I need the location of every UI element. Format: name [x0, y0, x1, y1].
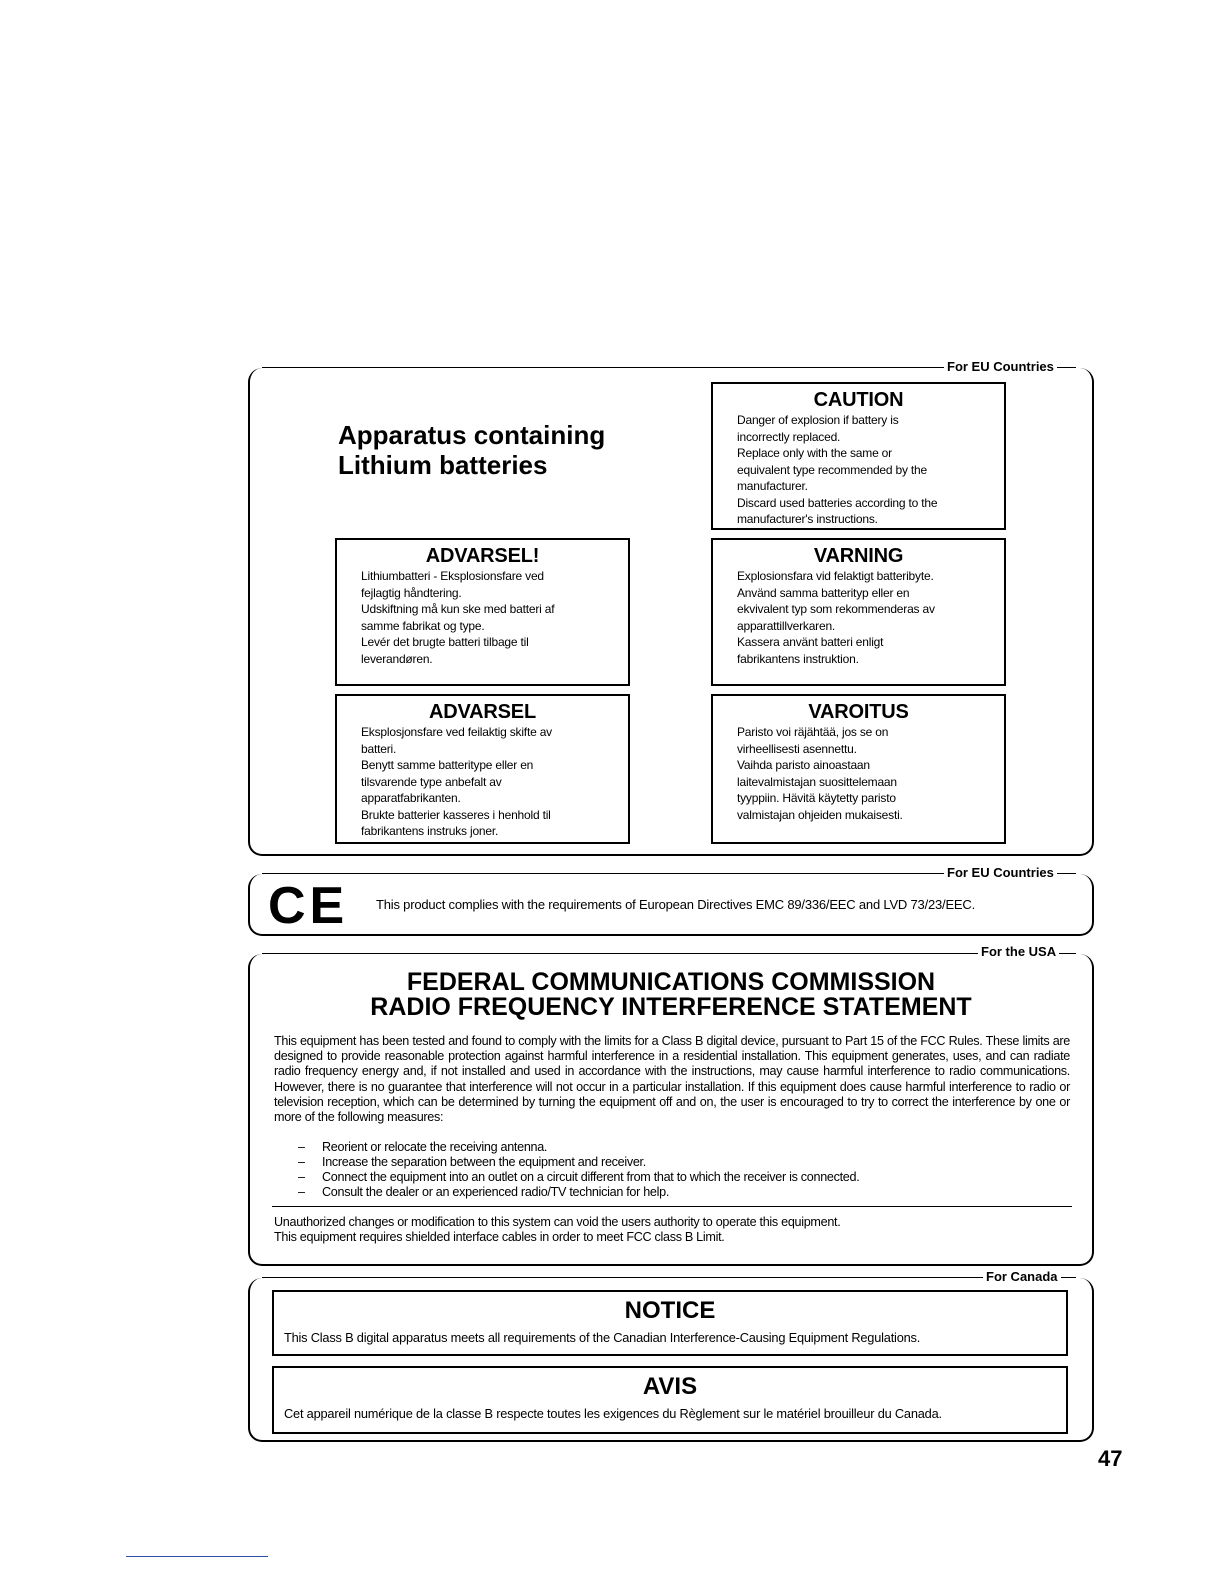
- bullet-dash: –: [298, 1140, 305, 1154]
- caution-line: manufacturer.: [737, 479, 808, 493]
- notice-title: NOTICE: [624, 1297, 716, 1324]
- advarsel-danish-title: ADVARSEL!: [425, 545, 540, 567]
- lithium-heading-line2: Lithium batteries: [338, 450, 548, 480]
- fcc-title-line2: RADIO FREQUENCY INTERFERENCE STATEMENT: [370, 993, 972, 1021]
- fcc-footer-line1: Unauthorized changes or modification to this system can void the users authority to operate this equipment.: [274, 1215, 841, 1229]
- advarsel-norwegian-line: Eksplosjonsfare ved feilaktig skifte av: [361, 725, 552, 739]
- fcc-bullet-text: Consult the dealer or an experienced radio/TV technician for help.: [322, 1185, 670, 1199]
- advarsel-danish-box: [335, 538, 630, 686]
- varoitus-line: tyyppiin. Hävitä käytetty paristo: [737, 791, 896, 805]
- varning-line: Kassera använt batteri enligt: [737, 635, 884, 649]
- canada-section-label: For Canada: [983, 1270, 1061, 1284]
- fcc-bullet-text: Connect the equipment into an outlet on a circuit different from that to which the receiver is connected.: [322, 1170, 860, 1184]
- advarsel-norwegian-line: Brukte batterier kasseres i henhold til: [361, 807, 551, 822]
- ce-text: This product complies with the requirements of European Directives EMC 89/336/EEC and LVD 73/23/EEC.: [376, 897, 976, 912]
- advarsel-norwegian-line: batteri.: [361, 741, 397, 756]
- advarsel-norwegian-line: apparatfabrikanten.: [361, 791, 461, 805]
- varning-title: VARNING: [813, 545, 904, 567]
- fcc-section-topline: [262, 953, 1076, 954]
- advarsel-norwegian-line: fabrikantens instruks joner.: [361, 824, 499, 838]
- varning-line: Explosionsfara vid felaktigt batteribyte.: [737, 569, 934, 583]
- fcc-paragraph: This equipment has been tested and found to comply with the limits for a Class B digital device, pursuant to Part 15 of the FCC Rules. These limits are designed to provide reasonable protection against harmful interference in a residential installation. This equipment generates, uses, and can radiate radio frequency energy and, if not installed and used in accordance with the instructions, may cause harmful interference to radio communications. However, there is no guarantee that interference will not occur in a particular installation. If this equipment does cause harmful interference to radio or television reception, which can be determined by turning the equipment off and on, the user is encouraged to try to correct the interference by one or more of the following measures:: [274, 1034, 1070, 1125]
- lithium-heading-line1: Apparatus containing: [338, 420, 606, 450]
- advarsel-danish-line: Udskiftning må kun ske med batteri af: [361, 602, 555, 616]
- caution-box: [711, 382, 1006, 530]
- caution-title: CAUTION: [813, 389, 904, 411]
- canada-section-topline: [262, 1277, 1076, 1278]
- fcc-bullet: [298, 1170, 859, 1185]
- fcc-footer-line2: This equipment requires shielded interface cables in order to meet FCC class B Limit.: [274, 1230, 725, 1244]
- varoitus-title: VAROITUS: [808, 701, 909, 723]
- fcc-title-line1: FEDERAL COMMUNICATIONS COMMISSION: [406, 968, 936, 996]
- fcc-divider: [272, 1206, 1072, 1207]
- advarsel-norwegian-line: Benytt samme batteritype eller en: [361, 758, 534, 772]
- avis-text: Cet appareil numérique de la classe B respecte toutes les exigences du Règlement sur le matériel brouilleur du Canada.: [284, 1406, 942, 1421]
- caution-line: Danger of explosion if battery is: [737, 413, 899, 427]
- notice-text: This Class B digital apparatus meets all requirements of the Canadian Interference-Causing Equipment Regulations.: [284, 1330, 921, 1345]
- avis-box: [272, 1366, 1068, 1434]
- caution-line: incorrectly replaced.: [737, 429, 841, 444]
- fcc-bullet-text: Reorient or relocate the receiving antenna.: [322, 1140, 548, 1154]
- bullet-dash: –: [298, 1155, 305, 1169]
- ce-section-label: For EU Countries: [944, 866, 1057, 880]
- fcc-bullet: [298, 1140, 547, 1155]
- caution-line: Discard used batteries according to the: [737, 495, 938, 510]
- bullet-dash: –: [298, 1170, 305, 1184]
- eu-section-label: For EU Countries: [944, 360, 1057, 374]
- varoitus-line: Paristo voi räjähtää, jos se on: [737, 725, 889, 739]
- varning-line: fabrikantens instruktion.: [737, 651, 859, 666]
- bullet-dash: –: [298, 1185, 305, 1199]
- fcc-bullet: [298, 1155, 646, 1170]
- caution-line: manufacturer's instructions.: [737, 512, 878, 526]
- varoitus-line: laitevalmistajan suosittelemaan: [737, 774, 897, 789]
- caution-line: equivalent type recommended by the: [737, 462, 927, 477]
- varoitus-line: Vaihda paristo ainoastaan: [737, 758, 870, 772]
- ce-mark: CE: [268, 877, 349, 935]
- varoitus-box: [711, 694, 1006, 844]
- fcc-bullet: [298, 1185, 669, 1200]
- varoitus-line: virheellisesti asennettu.: [737, 741, 857, 756]
- avis-title: AVIS: [642, 1373, 698, 1400]
- varning-line: apparattillverkaren.: [737, 618, 836, 633]
- advarsel-danish-line: Lithiumbatteri - Eksplosionsfare ved: [361, 569, 544, 583]
- fcc-bullet-text: Increase the separation between the equipment and receiver.: [322, 1155, 646, 1169]
- advarsel-danish-line: Levér det brugte batteri tilbage til: [361, 635, 529, 649]
- advarsel-norwegian-box: [335, 694, 630, 844]
- fcc-section-label: For the USA: [978, 945, 1059, 959]
- advarsel-danish-line: leverandøren.: [361, 651, 433, 666]
- advarsel-norwegian-title: ADVARSEL: [429, 701, 536, 723]
- varning-line: Använd samma batterityp eller en: [737, 585, 910, 600]
- page-number: 47: [1098, 1446, 1123, 1471]
- advarsel-danish-line: samme fabrikat og type.: [361, 618, 485, 633]
- varning-line: ekvivalent typ som rekommenderas av: [737, 602, 935, 616]
- advarsel-danish-line: fejlagtig håndtering.: [361, 585, 462, 600]
- varoitus-line: valmistajan ohjeiden mukaisesti.: [737, 807, 903, 822]
- advarsel-norwegian-line: tilsvarende type anbefalt av: [361, 774, 502, 789]
- footnote-rule: [126, 1556, 268, 1557]
- caution-line: Replace only with the same or: [737, 446, 892, 460]
- notice-box: [272, 1290, 1068, 1356]
- varning-box: [711, 538, 1006, 686]
